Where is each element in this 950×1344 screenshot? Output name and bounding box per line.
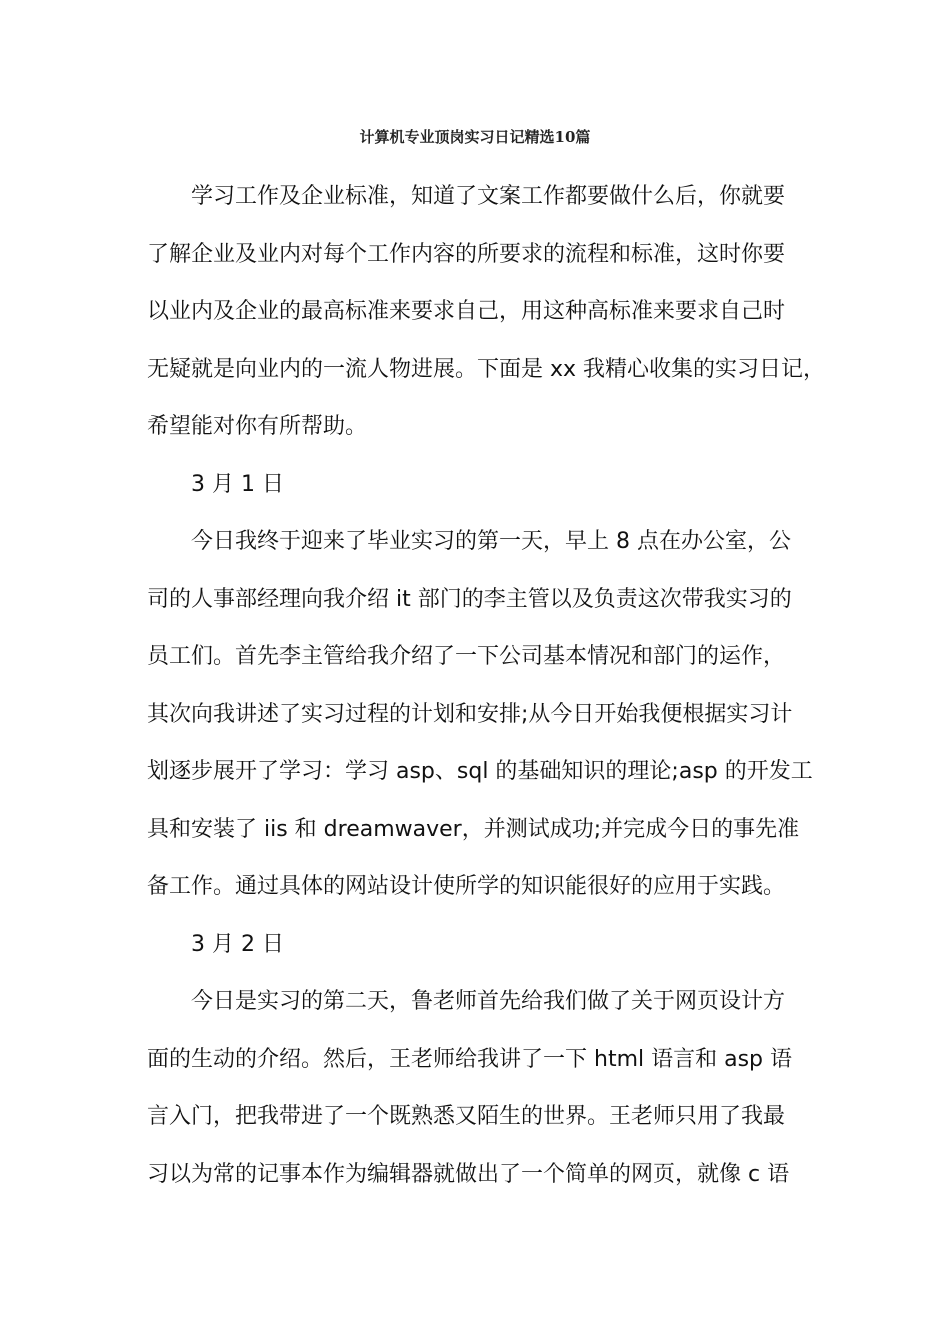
text-line: 划逐步展开了学习：学习 asp、sql 的基础知识的理论;asp 的开发工 [147, 759, 813, 784]
text-line: 言入门，把我带进了一个既熟悉又陌生的世界。王老师只用了我最 [147, 1104, 786, 1129]
text-line: 3 月 2 日 [191, 931, 284, 957]
text-line: 以业内及企业的最高标准来要求自己，用这种高标准来要求自己时 [147, 299, 786, 324]
text-line: 具和安装了 iis 和 dreamwaver，并测试成功;并完成今日的事先准 [147, 816, 800, 842]
text-line: 学习工作及企业标准，知道了文案工作都要做什么后，你就要 [191, 184, 786, 209]
text-line: 习以为常的记事本作为编辑器就做出了一个简单的网页，就像 c 语 [147, 1161, 790, 1187]
text-line: 希望能对你有所帮助。 [147, 414, 368, 439]
document-title: 计算机专业顶岗实习日记精选10篇 [359, 128, 591, 146]
text-line: 今日我终于迎来了毕业实习的第一天，早上 8 点在办公室，公 [191, 529, 791, 554]
text-line: 面的生动的介绍。然后，王老师给我讲了一下 html 语言和 asp 语 [147, 1046, 792, 1072]
text-line: 了解企业及业内对每个工作内容的所要求的流程和标准，这时你要 [147, 241, 786, 267]
text-line: 备工作。通过具体的网站设计使所学的知识能很好的应用于实践。 [147, 874, 786, 899]
text-line: 3 月 1 日 [191, 471, 284, 497]
text-line: 员工们。首先李主管给我介绍了一下公司基本情况和部门的运作， [147, 644, 786, 669]
document-body [147, 174, 826, 1209]
text-line: 其次向我讲述了实习过程的计划和安排;从今日开始我便根据实习计 [147, 701, 793, 727]
text-line: 司的人事部经理向我介绍 it 部门的李主管以及负责这次带我实习的 [147, 586, 792, 612]
text-line: 今日是实习的第二天，鲁老师首先给我们做了关于网页设计方 [191, 989, 786, 1014]
text-line: 无疑就是向业内的一流人物进展。下面是 xx 我精心收集的实习日记， [147, 356, 826, 382]
